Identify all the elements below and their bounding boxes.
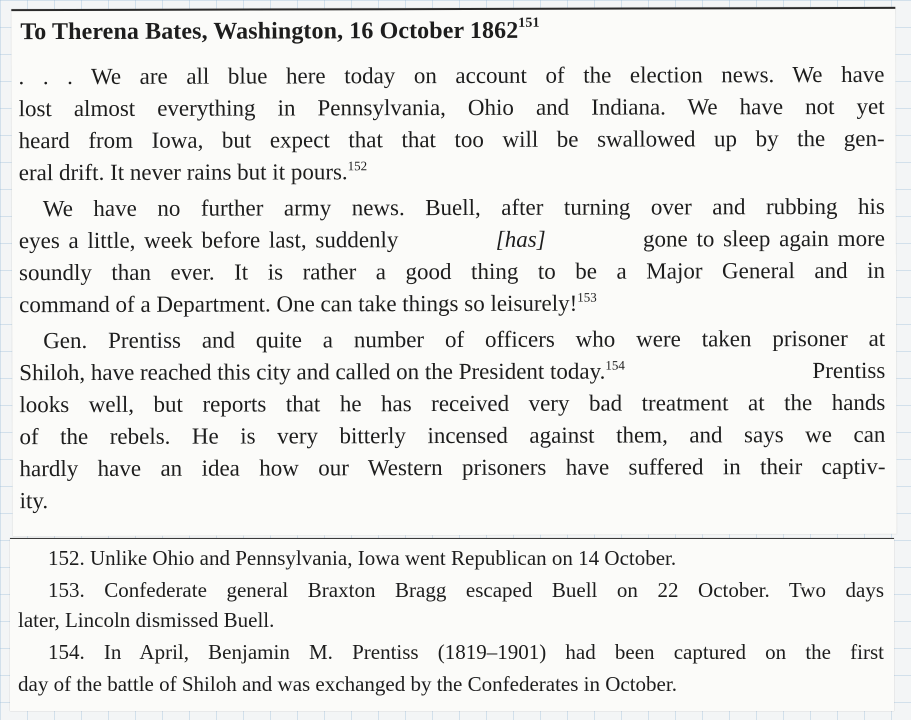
footnotes-clipping	[10, 538, 894, 711]
editorial-insert: [has]	[495, 226, 546, 252]
body-line	[19, 157, 885, 190]
footnote-marker: 152	[347, 158, 368, 174]
body-line-text	[19, 358, 625, 391]
body-line: . . . We are all blue here today on account of the election news. We have	[18, 61, 885, 90]
footnote-154: 154. In April, Benjamin M. Prentiss (1819–1901) had been captured on the first	[48, 640, 884, 664]
heading-footnote-marker: 151	[518, 15, 540, 31]
footnote-marker: 154	[605, 357, 625, 373]
body-line: looks well, but reports that he has received very bad treatment at the hands	[19, 389, 886, 418]
letter-heading	[20, 15, 540, 46]
body-line: Gen. Prentiss and quite a number of officers who were taken prisoner at	[43, 325, 886, 354]
body-line: We have no further army news. Buell, after turning over and rubbing his	[42, 193, 885, 222]
footnote-153: 153. Confederate general Braxton Bragg escaped Buell on 22 October. Two days	[48, 578, 884, 602]
body-line: lost almost everything in Pennsylvania, Ohio and Indiana. We have not yet	[18, 93, 885, 122]
body-line-segment: Shiloh, have reached this city and called on the President today.	[19, 358, 606, 386]
footnote-153-continued: later, Lincoln dismissed Buell.	[18, 608, 275, 632]
body-line: heard from Iowa, but expect that that too will be swallowed up by the gen-	[18, 125, 885, 154]
body-line-text: gone to sleep again more	[642, 225, 885, 252]
footnote-154-continued: day of the battle of Shiloh and was exchanged by the Confederates in October.	[18, 672, 677, 696]
body-line-text: eyes a little, week before last, suddenly	[18, 227, 399, 254]
footnote-marker: 153	[577, 289, 597, 305]
body-line	[19, 289, 885, 322]
body-line: ity.	[19, 488, 49, 514]
body-line-text: command of a Department. One can take things so leisurely!	[19, 290, 578, 318]
letter-clipping	[11, 7, 896, 536]
body-line: hardly have an idea how our Western prisoners have suffered in their captiv-	[19, 453, 886, 482]
body-line-text: Prentiss	[812, 357, 886, 384]
heading-text: To Therena Bates, Washington, 16 October 1862	[20, 17, 519, 46]
body-line	[19, 225, 885, 255]
footnote-152: 152. Unlike Ohio and Pennsylvania, Iowa went Republican on 14 October.	[48, 546, 677, 570]
body-line: of the rebels. He is very bitterly incensed against them, and says we can	[19, 421, 886, 450]
body-line-text: eral drift. It never rains but it pours.	[18, 159, 348, 186]
body-line	[19, 357, 885, 390]
body-line: soundly than ever. It is rather a good thing to be a Major General and in	[18, 257, 886, 286]
